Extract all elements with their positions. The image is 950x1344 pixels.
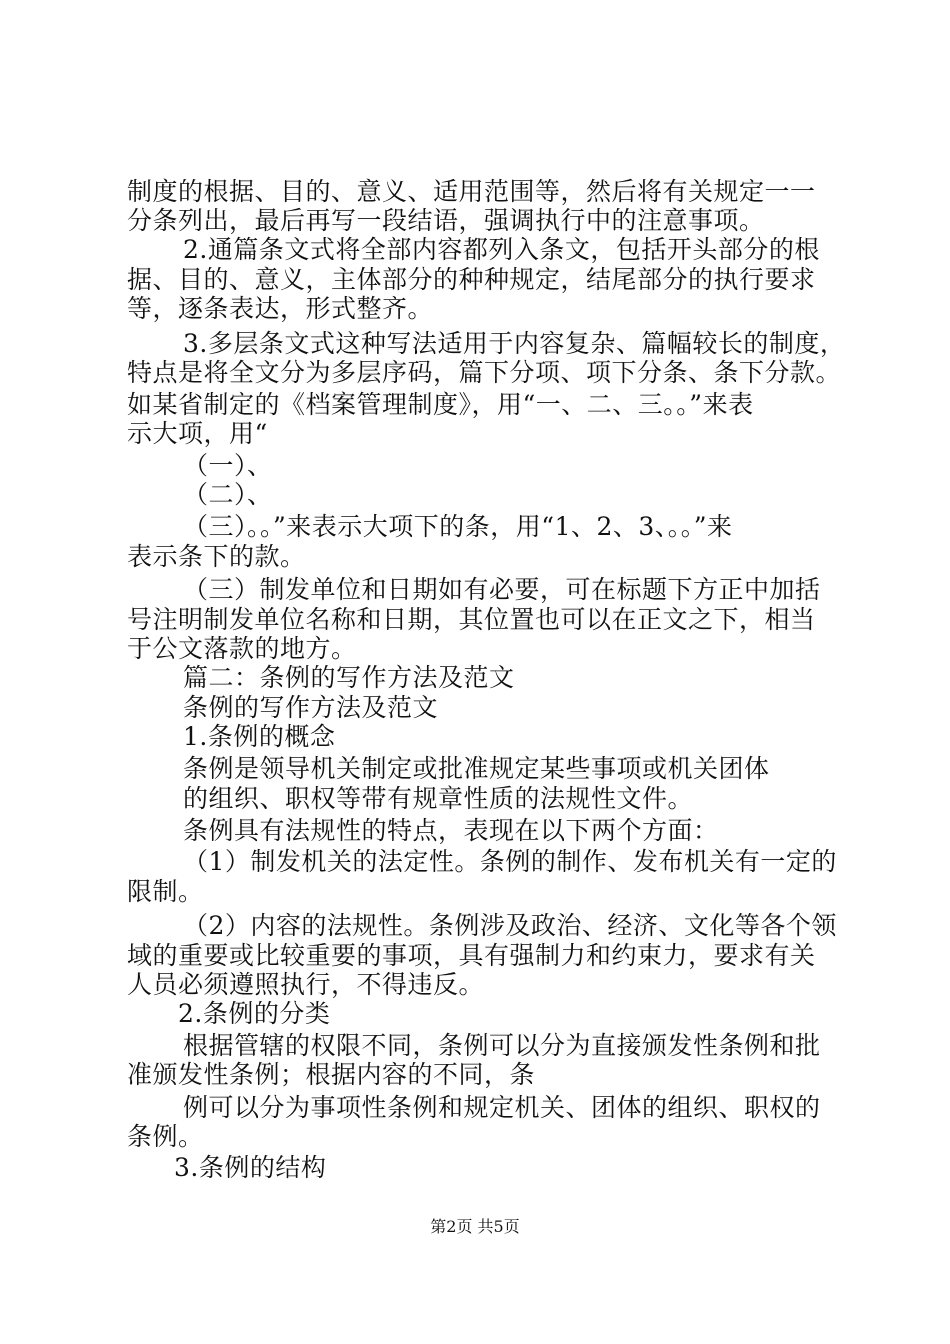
body-text-line: 例可以分为事项性条例和规定机关、团体的组织、职权的	[183, 1093, 821, 1122]
body-text-line: 域的重要或比较重要的事项，具有强制力和约束力，要求有关	[127, 941, 816, 970]
body-text-line: 条例。	[127, 1122, 204, 1151]
body-text-line: 分条列出，最后再写一段结语，强调执行中的注意事项。	[127, 206, 765, 235]
body-text-line: 条例具有法规性的特点，表现在以下两个方面：	[183, 816, 719, 845]
body-text-line: 3.多层条文式这种写法适用于内容复杂、篇幅较长的制度，	[183, 329, 846, 358]
body-text-line: 制度的根据、目的、意义、适用范围等，然后将有关规定一一	[127, 177, 816, 206]
body-text-line: （二）、	[183, 480, 273, 509]
body-text-line: 根据管辖的权限不同，条例可以分为直接颁发性条例和批	[183, 1031, 821, 1060]
body-text-line: （1）制发机关的法定性。条例的制作、发布机关有一定的	[183, 847, 837, 876]
page-footer	[0, 1217, 950, 1237]
subheading: 3.条例的结构	[174, 1153, 327, 1182]
body-text-line: （三）制发单位和日期如有必要，可在标题下方正中加括	[183, 575, 821, 604]
body-text-line: 如某省制定的《档案管理制度》，用“一、二、三。。”来表	[127, 390, 754, 419]
subheading: 1.条例的概念	[183, 722, 336, 751]
body-text-line: 等，逐条表达，形式整齐。	[127, 294, 434, 323]
section-heading: 篇二：条例的写作方法及范文	[183, 663, 515, 692]
body-text-line: 据、目的、意义，主体部分的种种规定，结尾部分的执行要求	[127, 265, 816, 294]
subheading: 2.条例的分类	[178, 999, 331, 1028]
body-text-line: 2.通篇条文式将全部内容都列入条文，包括开头部分的根	[183, 235, 820, 264]
body-text-line: 特点是将全文分为多层序码，篇下分项、项下分条、条下分款。	[127, 358, 842, 387]
body-text-line: （一）、	[183, 451, 273, 480]
body-text-line: 的组织、职权等带有规章性质的法规性文件。	[183, 784, 694, 813]
body-text-line: （2）内容的法规性。条例涉及政治、经济、文化等各个领	[183, 911, 837, 940]
body-text-line: 准颁发性条例；根据内容的不同，条	[127, 1060, 536, 1089]
article-title: 条例的写作方法及范文	[183, 693, 439, 722]
body-text-line: （三）。。”来表示大项下的条，用“1、2、3、。。”来	[183, 512, 733, 541]
body-text-line: 限制。	[127, 877, 204, 906]
body-text-line: 人员必须遵照执行，不得违反。	[127, 970, 485, 999]
body-text-line: 条例是领导机关制定或批准规定某些事项或机关团体	[183, 754, 770, 783]
body-text-line: 表示条下的款。	[127, 542, 306, 571]
body-text-line: 号注明制发单位名称和日期，其位置也可以在正文之下，相当	[127, 605, 816, 634]
page-number: 第2页 共5页	[430, 1217, 520, 1236]
body-text-line: 于公文落款的地方。	[127, 634, 357, 663]
body-text-line: 示大项，用“	[127, 419, 268, 448]
